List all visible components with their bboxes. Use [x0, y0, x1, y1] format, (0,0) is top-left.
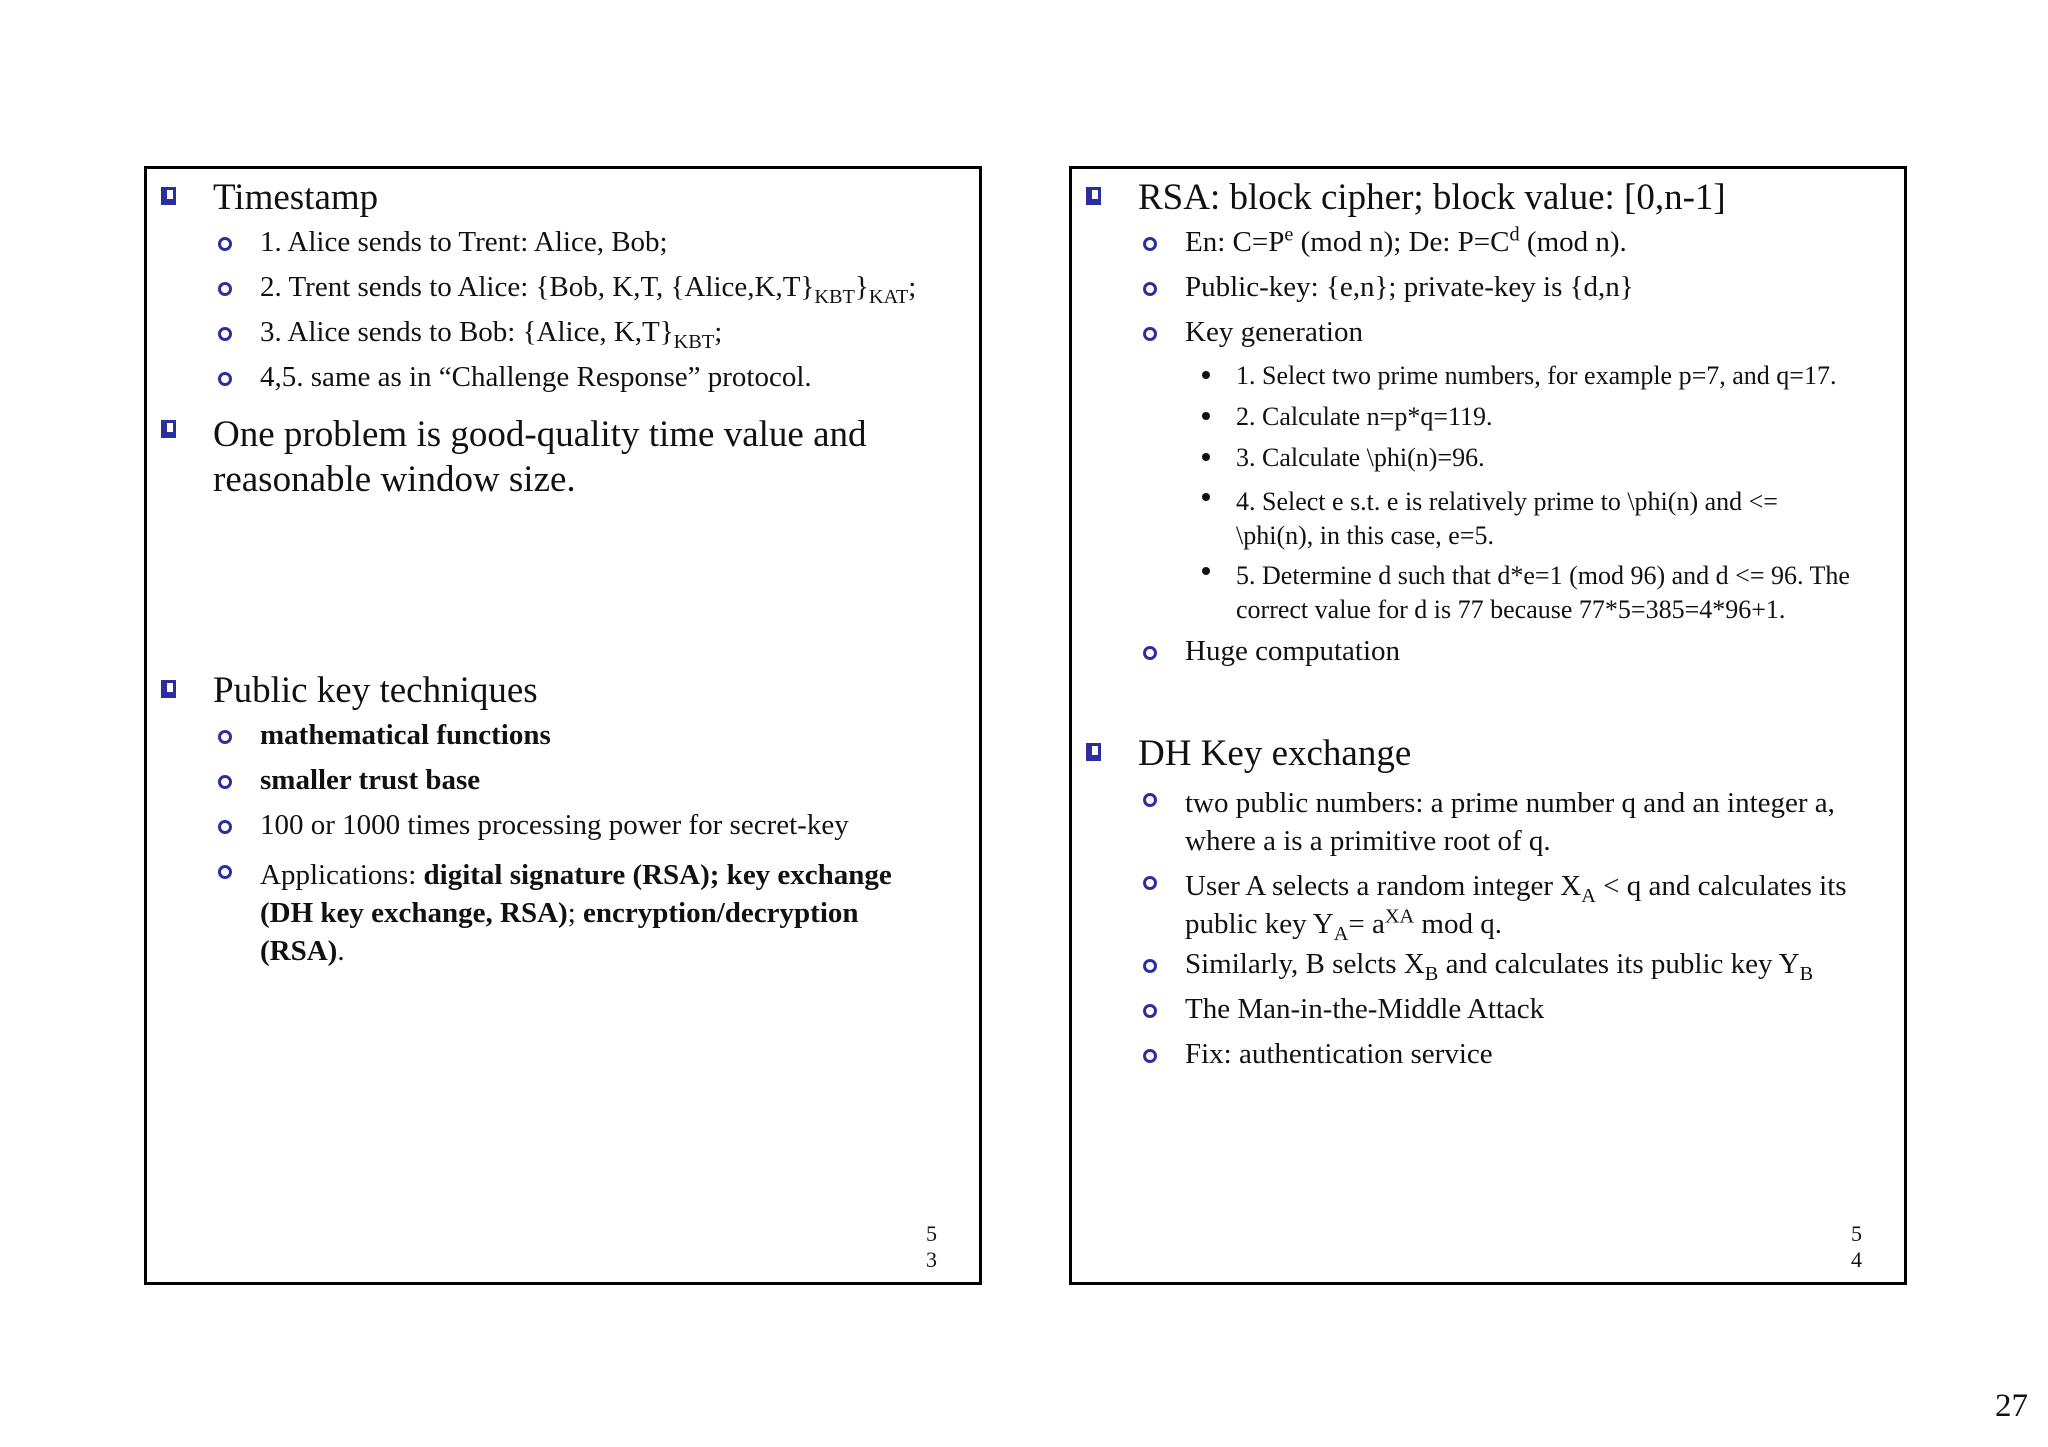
huge-computation: Huge computation: [1072, 637, 1400, 666]
dot-bullet-icon: [1202, 493, 1210, 501]
circle-bullet-icon: [1143, 646, 1157, 660]
circle-bullet-icon: [1143, 876, 1157, 890]
dh-user-a: User A selects a random integer $X_A < q$ and calculates its public key $Y_A= a^{XA}$ mod q.: [1072, 867, 1895, 943]
bullet-timestamp: Timestamp: [147, 179, 378, 216]
trust-base: smaller trust base: [147, 766, 480, 795]
auth-fix: Fix: authentication service: [1072, 1040, 1493, 1069]
square-bullet-icon: [161, 187, 176, 205]
dot-bullet-icon: [1202, 412, 1210, 420]
circle-bullet-icon: [1143, 282, 1157, 296]
dh-public-numbers: two public numbers: a prime number q and an integer a, where a is a primitive root of q.: [1072, 784, 1875, 860]
rsa-encryption: En: $C=P^e$ (mod n); De: $P=C^d$ (mod n).: [1072, 228, 1627, 257]
bullet-dh: DH Key exchange: [1072, 735, 1411, 772]
circle-bullet-icon: [218, 775, 232, 789]
bullet-public-key: Public key techniques: [147, 672, 538, 709]
step-2: 2. Trent sends to Alice: {Bob, K,T, $\{Alice,K,T\}_{KBT}\}_{KAT}$;: [147, 273, 916, 302]
circle-bullet-icon: [218, 372, 232, 386]
keygen-step-2: 2. Calculate n=p*q=119.: [1072, 404, 1493, 430]
circle-bullet-icon: [218, 237, 232, 251]
dot-bullet-icon: [1202, 567, 1210, 575]
key-generation: Key generation: [1072, 318, 1363, 347]
page-number: 27: [1995, 1388, 2028, 1424]
circle-bullet-icon: [218, 730, 232, 744]
keygen-step-4: 4. Select e s.t. e is relatively prime to \phi(n) and <= \phi(n), in this case, e=5.: [1072, 485, 1836, 553]
circle-bullet-icon: [1143, 793, 1157, 807]
circle-bullet-icon: [1143, 1049, 1157, 1063]
step-1: 1. Alice sends to Trent: Alice, Bob;: [147, 228, 668, 257]
step-4-5: 4,5. same as in “Challenge Response” protocol.: [147, 363, 812, 392]
circle-bullet-icon: [218, 282, 232, 296]
square-bullet-icon: [1086, 187, 1101, 205]
square-bullet-icon: [161, 680, 176, 698]
step-3: 3. Alice sends to Bob: {Alice, $K,T\}_{KBT}$;: [147, 318, 722, 347]
circle-bullet-icon: [1143, 1004, 1157, 1018]
processing-power: 100 or 1000 times processing power for secret-key: [147, 811, 849, 840]
square-bullet-icon: [1086, 743, 1101, 761]
bullet-rsa: RSA: block cipher; block value: [0,n-1]: [1072, 179, 1726, 216]
circle-bullet-icon: [1143, 327, 1157, 341]
circle-bullet-icon: [218, 327, 232, 341]
circle-bullet-icon: [1143, 237, 1157, 251]
dot-bullet-icon: [1202, 453, 1210, 461]
mitm-attack: The Man-in-the-Middle Attack: [1072, 995, 1544, 1024]
rsa-keys: Public-key: {e,n}; private-key is {d,n}: [1072, 273, 1634, 302]
slide-54: [1069, 166, 1907, 1285]
slide-53: [144, 166, 982, 1285]
bullet-problem: One problem is good-quality time value and reasonable window size.: [147, 412, 867, 502]
slide-number: 5 4: [1851, 1221, 1862, 1272]
dot-bullet-icon: [1202, 371, 1210, 379]
slide-number: 5 3: [926, 1221, 937, 1272]
circle-bullet-icon: [1143, 959, 1157, 973]
square-bullet-icon: [161, 420, 176, 438]
keygen-step-5: 5. Determine d such that d*e=1 (mod 96) and d <= 96. The correct value for d is 77 because 77*5=385=4*96+1.: [1072, 559, 1900, 627]
circle-bullet-icon: [218, 865, 232, 879]
keygen-step-1: 1. Select two prime numbers, for example p=7, and q=17.: [1072, 363, 1836, 389]
circle-bullet-icon: [218, 820, 232, 834]
applications: Applications: digital signature (RSA); key exchange (DH key exchange, RSA); encryption/decryption (RSA).: [147, 856, 900, 970]
math-functions: mathematical functions: [147, 721, 551, 750]
keygen-step-3: 3. Calculate \phi(n)=96.: [1072, 445, 1485, 471]
dh-user-b: Similarly, B selcts $X_B$ and calculates its public key $Y_B$: [1072, 950, 1813, 979]
